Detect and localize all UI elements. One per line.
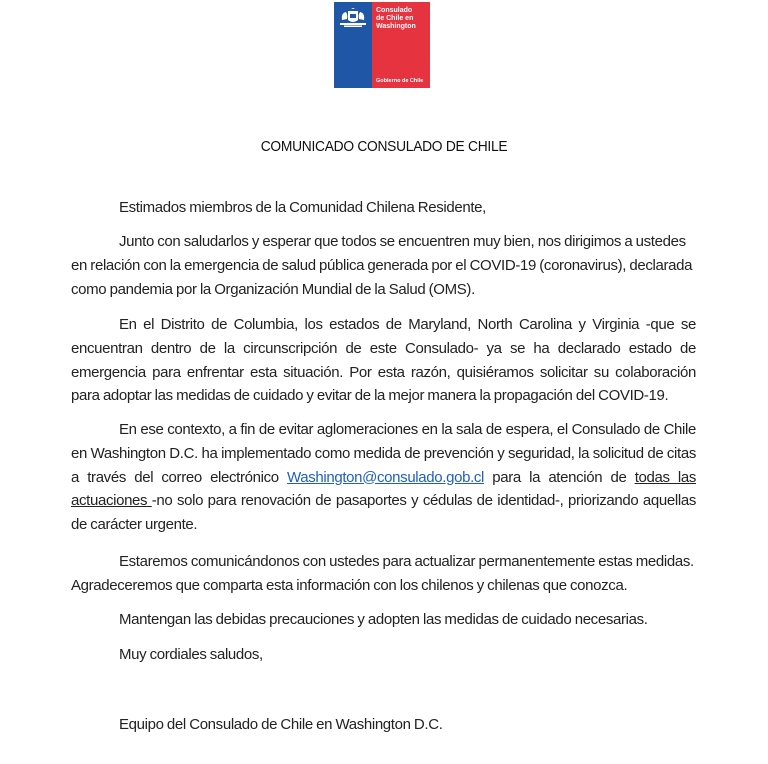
paragraph-2	[71, 313, 696, 408]
paragraph-3-part3: -no solo para renovación de pasaportes y cédulas de identidad-, priorizando aquellas de carácter urgente.	[71, 492, 696, 534]
greeting	[71, 196, 696, 220]
closing	[71, 643, 696, 667]
logo-blue-panel	[334, 2, 372, 88]
closing-text: Muy cordiales saludos,	[119, 646, 263, 663]
paragraph-3-text	[71, 418, 696, 537]
paragraph-5	[71, 608, 696, 632]
signature	[71, 713, 696, 737]
underlined-text: todas las actuaciones	[71, 468, 696, 510]
email-link[interactable]: Washington@consulado.gob.cl	[287, 468, 485, 486]
paragraph-3-part2: para la atención de	[484, 468, 635, 486]
paragraph-5-text: Mantengan las debidas precauciones y adopten las medidas de cuidado necesarias.	[119, 611, 648, 628]
logo-name-line: Consulado	[376, 7, 413, 14]
paragraph-1-text: Junto con saludarlos y esperar que todos se encuentren muy bien, nos dirigimos a ustedes en relación con la emergencia de salud pública generada por el COVID-19 (coronavirus), declarada como pandemia por la Organización Mundial de la Salud (OMS).	[71, 233, 693, 298]
logo-name-line: de Chile en	[376, 15, 414, 22]
paragraph-3	[71, 418, 696, 537]
logo-consulate-name	[376, 7, 430, 31]
paragraph-4	[71, 550, 711, 598]
signature-text: Equipo del Consulado de Chile en Washington D.C.	[119, 716, 443, 733]
paragraph-4-line-2: Agradeceremos que comparta esta información con los chilenos y chilenas que conozca.	[71, 576, 628, 594]
paragraph-1	[71, 230, 696, 301]
logo-red-panel	[372, 2, 430, 88]
document-title: COMUNICADO CONSULADO DE CHILE	[260, 138, 508, 155]
paragraph-2-text: En el Distrito de Columbia, los estados de Maryland, North Carolina y Virginia -que se encuentran dentro de la circunscripción de este Consulado- ya se ha declarado estado de emergencia para enfrentar esta situación. Por esta razón, quisiéramos solicitar su colaboración para adoptar las medidas de cuidado y evitar de la mejor manera la propagación del COVID-19.	[71, 316, 696, 405]
paragraph-3-part1: En ese contexto, a fin de evitar aglomeraciones en la sala de espera, el Consulado de Chile en Washington D.C. ha implementado como medida de prevención y seguridad, la solicitud de citas a través del correo electrónico	[71, 421, 696, 486]
chile-coat-of-arms-icon	[339, 8, 367, 28]
logo-name-line: Washington	[376, 23, 416, 30]
paragraph-4-line-1: Estaremos comunicándonos con ustedes para actualizar permanentemente estas medidas.	[119, 553, 694, 570]
logo-government-label: Gobierno de Chile	[376, 78, 424, 84]
consulate-logo	[334, 2, 430, 88]
greeting-text: Estimados miembros de la Comunidad Chilena Residente,	[119, 199, 486, 216]
